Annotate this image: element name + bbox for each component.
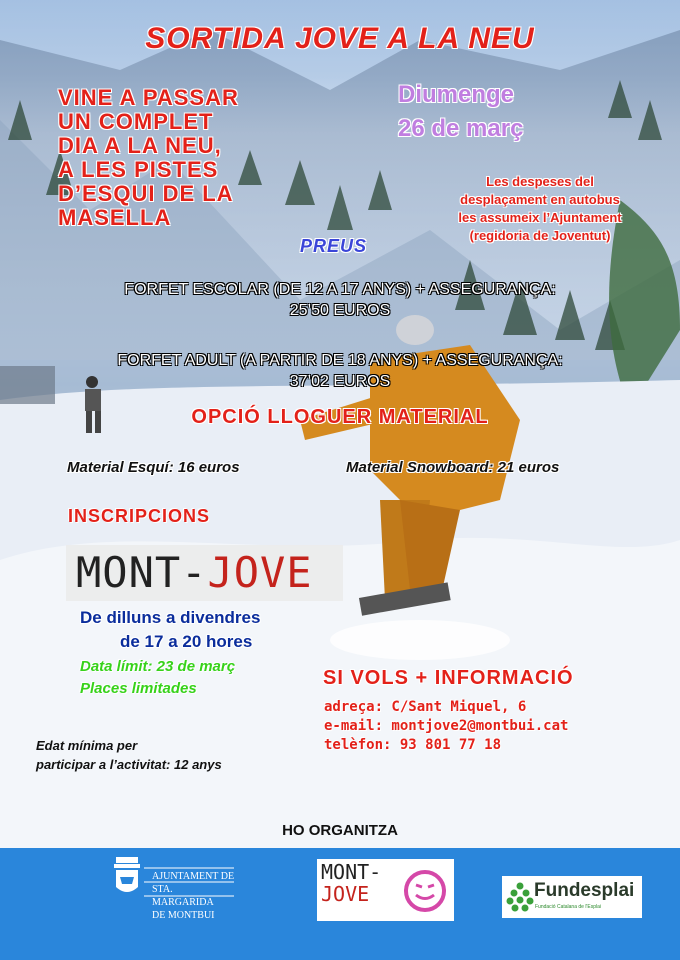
page-title: SORTIDA JOVE A LA NEU — [145, 22, 535, 55]
price-adult-label: FORFET ADULT (A PARTIR DE 18 ANYS) + ASSEGURANÇA: — [117, 352, 563, 369]
transport-note-line: desplaçament en autobus — [460, 192, 620, 207]
fundesplai-tree-icon — [506, 881, 534, 913]
ajuntament-logo — [108, 857, 236, 921]
limited-places-text: Places limitades — [80, 680, 197, 697]
fundesplai-subtitle: Fundació Catalana de l'Esplai — [535, 904, 601, 910]
fundesplai-logo — [502, 876, 642, 918]
price-school — [0, 279, 680, 321]
fundesplai-name: Fundesplai — [534, 880, 635, 901]
sponsor-mont: MONT- — [321, 860, 382, 884]
logo-mont: MONT- — [76, 548, 208, 597]
mont-jove-logo — [76, 548, 313, 597]
intro-line: DIA A LA NEU, — [58, 133, 222, 158]
sponsor-jove: JOVE — [321, 882, 370, 906]
registration-heading: INSCRIPCIONS — [68, 506, 211, 526]
mont-jove-sponsor-logo — [317, 859, 454, 921]
intro-line: A LES PISTES — [58, 157, 219, 182]
info-heading: SI VOLS + INFORMACIÓ — [323, 667, 574, 689]
schedule-days: De dilluns a divendres — [80, 608, 261, 627]
info-phone: telèfon: 93 801 77 18 — [324, 737, 502, 753]
min-age-line: participar a l’activitat: 12 anys — [36, 757, 222, 772]
intro-text — [58, 86, 318, 230]
ajuntament-line: DE MONTBUI — [152, 910, 215, 921]
ajuntament-line: AJUNTAMENT DE — [152, 871, 235, 882]
price-adult — [0, 350, 680, 392]
schedule-hours: de 17 a 20 hores — [120, 632, 253, 651]
intro-line: D’ESQUI DE LA — [58, 181, 234, 206]
organizer-label: HO ORGANITZA — [282, 822, 398, 839]
ajuntament-line: STA. MARGARIDA — [152, 884, 214, 908]
deadline-text: Data límit: 23 de març — [80, 658, 236, 675]
event-day: Diumenge — [398, 81, 515, 108]
smiley-icon — [403, 869, 447, 913]
price-adult-value: 37’02 EUROS — [289, 373, 391, 390]
transport-note-line: Les despeses del — [486, 174, 594, 189]
intro-line: VINE A PASSAR — [58, 85, 239, 110]
logo-jove: JOVE — [207, 548, 313, 597]
info-address: adreça: C/Sant Miquel, 6 — [324, 699, 527, 715]
price-school-value: 25’50 EUROS — [289, 302, 391, 319]
event-date-text: 26 de març — [398, 115, 524, 142]
intro-line: UN COMPLET — [58, 109, 214, 134]
info-email[interactable]: e-mail: montjove2@montbui.cat — [324, 718, 569, 734]
transport-note — [420, 173, 660, 245]
transport-note-line: (regidoria de Joventut) — [469, 228, 611, 243]
event-date — [398, 78, 523, 146]
prices-heading: PREUS — [300, 236, 368, 256]
intro-line: MASELLA — [58, 205, 172, 230]
price-school-label: FORFET ESCOLAR (DE 12 A 17 ANYS) + ASSEGURANÇA: — [124, 281, 556, 298]
min-age-line: Edat mínima per — [36, 738, 138, 753]
rental-ski: Material Esquí: 16 euros — [67, 459, 240, 476]
rental-heading: OPCIÓ LLOGUER MATERIAL — [191, 406, 489, 428]
rental-snowboard: Material Snowboard: 21 euros — [346, 459, 560, 476]
transport-note-line: les assumeix l’Ajuntament — [458, 210, 622, 225]
min-age-text — [36, 736, 222, 774]
